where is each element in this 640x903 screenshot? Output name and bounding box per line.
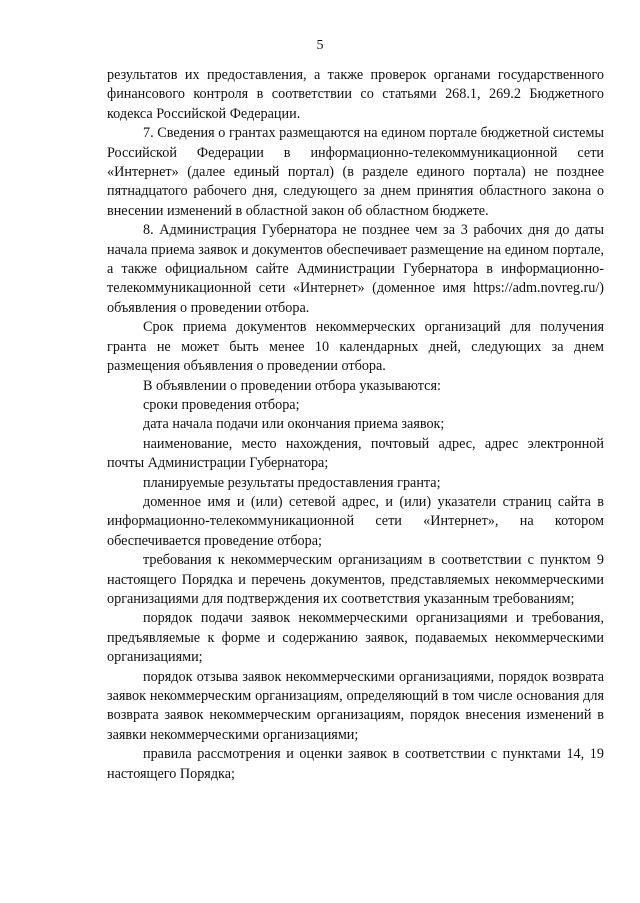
paragraph: 7. Сведения о грантах размещаются на едином портале бюджетной системы Российской Федерации в информационно-телекоммуникационной сети «Интернет» (далее единый портал) (в разделе единого портала) не позднее пятнадцатого рабочего дня, следующего за днем принятия областного закона о внесении изменений в областной закон об областном бюджете. [107,125,604,219]
paragraph: 8. Администрация Губернатора не позднее чем за 3 рабочих дня до даты начала приема заявок и документов обеспечивает размещение на едином портале, а также официальном сайте Администрации Губернатора в информационно-телекоммуникационной сети «Интернет» (доменное имя https://adm.novreg.ru/) объявления о проведении отбора. [107,222,604,316]
paragraph: планируемые результаты предоставления гранта; [143,474,441,491]
document-body [107,66,604,784]
paragraph: сроки проведения отбора; [143,396,300,413]
paragraph: порядок подачи заявок некоммерческими организациями и требования, предъявляемые к форме и содержанию заявок, подаваемых некоммерческими организациями; [107,610,604,666]
paragraph: доменное имя и (или) сетевой адрес, и (или) указатели страниц сайта в информационно-телекоммуникационной сети «Интернет», на котором обеспечивается проведение отбора; [107,493,604,549]
paragraph: В объявлении о проведении отбора указываются: [143,377,441,394]
paragraph: результатов их предоставления, а также проверок органами государственного финансового контроля в соответствии со статьями 268.1, 269.2 Бюджетного кодекса Российской Федерации. [107,67,604,122]
paragraph: наименование, место нахождения, почтовый адрес, адрес электронной почты Администрации Губернатора; [107,435,604,472]
paragraph: правила рассмотрения и оценки заявок в соответствии с пунктами 14, 19 настоящего Порядка; [107,746,604,782]
paragraph: требования к некоммерческим организациям в соответствии с пунктом 9 настоящего Порядка и перечень документов, представляемых некоммерческими организациями для подтверждения их соответствия указанным требованиям; [107,552,604,607]
paragraph: порядок отзыва заявок некоммерческими организациями, порядок возврата заявок некоммерческим организациям, определяющий в том числе основания для возврата заявок некоммерческим организациям, порядок внесения изменений в заявки некоммерческими организациями; [107,668,604,743]
paragraph: дата начала подачи или окончания приема заявок; [143,416,445,433]
page-number: 5 [316,38,324,53]
paragraph: Срок приема документов некоммерческих организаций для получения гранта не может быть менее 10 календарных дней, следующих за днем размещения объявления о проведении отбора. [107,319,604,375]
